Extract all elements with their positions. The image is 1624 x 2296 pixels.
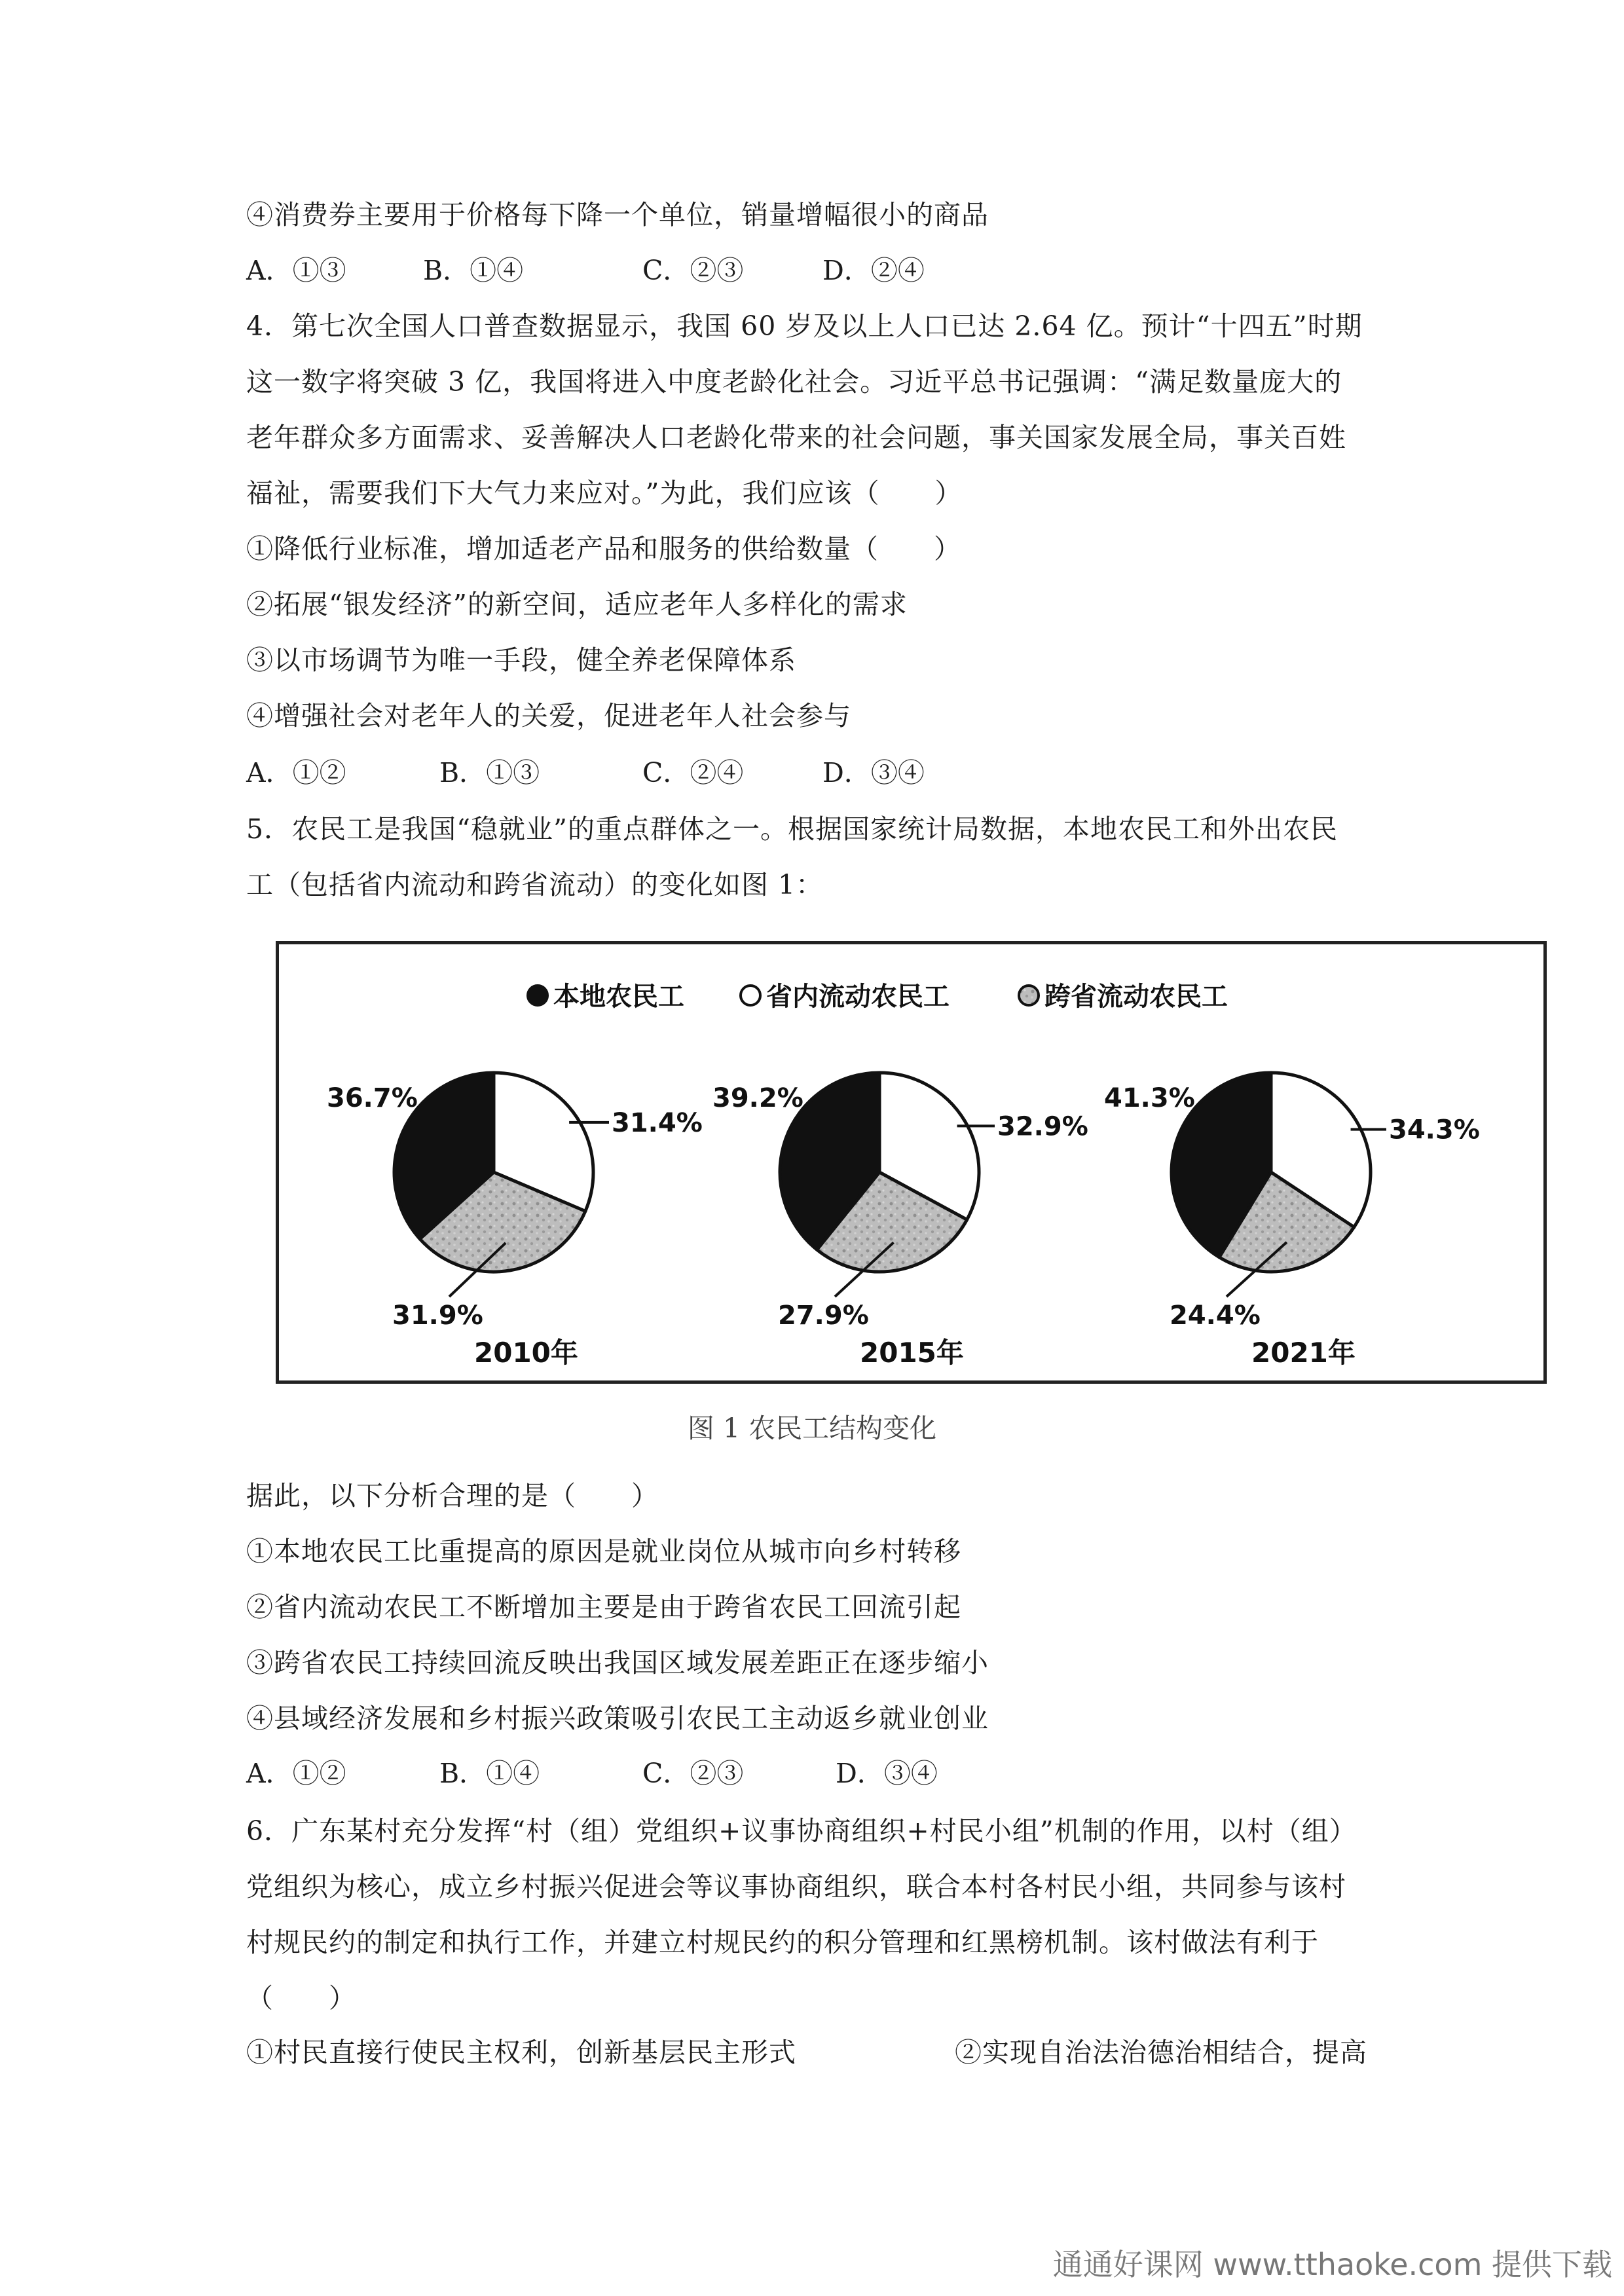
q4-choice-d: D．③④ xyxy=(822,757,925,788)
pie-year-2021年: 2021年 xyxy=(1251,1337,1356,1369)
figure-1-caption: 图 1 农民工结构变化 xyxy=(687,1413,937,1444)
q5-stem-line-1: 5．农民工是我国“稳就业”的重点群体之一。根据国家统计局数据，本地农民工和外出农民 xyxy=(246,813,1338,845)
q4-choice-b: B．①③ xyxy=(439,757,540,788)
q5-option-4: ④县域经济发展和乡村振兴政策吸引农民工主动返乡就业创业 xyxy=(246,1703,989,1734)
pie-label-2010年-2: 31.9% xyxy=(392,1301,483,1331)
pie-label-2015年-2: 27.9% xyxy=(778,1301,869,1331)
pie-year-2010年: 2010年 xyxy=(474,1337,578,1369)
pie-label-2015年-1: 32.9% xyxy=(997,1111,1088,1142)
q5-choice-a: A．①② xyxy=(246,1758,346,1789)
q6-stem-line-4: （ ） xyxy=(246,1982,356,2014)
q5-stem-line-2: 工（包括省内流动和跨省流动）的变化如图 1： xyxy=(246,869,824,900)
q4-stem-line-2: 这一数字将突破 3 亿，我国将进入中度老龄化社会。习近平总书记强调：“满足数量庞大的 xyxy=(246,366,1342,398)
q3-choice-a: A．①③ xyxy=(246,255,346,286)
pie-label-2021年-0: 41.3% xyxy=(1104,1083,1195,1113)
q3-choice-c: C．②③ xyxy=(642,255,744,286)
pie-label-2010年-1: 31.4% xyxy=(612,1107,703,1138)
q3-option-4: ④消费券主要用于价格每下降一个单位，销量增幅很小的商品 xyxy=(246,199,989,231)
q4-choice-c: C．②④ xyxy=(642,757,744,788)
q6-option-2: ②实现自治法治德治相结合，提高 xyxy=(955,2037,1367,2068)
q5-option-1: ①本地农民工比重提高的原因是就业岗位从城市向乡村转移 xyxy=(246,1536,961,1567)
download-watermark: 通通好课网 www.tthaoke.com 提供下载 xyxy=(1052,2247,1612,2282)
legend-marker-1 xyxy=(741,986,760,1005)
pie-label-2010年-0: 36.7% xyxy=(327,1083,418,1113)
q6-stem-line-1: 6．广东某村充分发挥“村（组）党组织+议事协商组织+村民小组”机制的作用，以村（组） xyxy=(246,1815,1357,1847)
q4-option-3: ③以市场调节为唯一手段，健全养老保障体系 xyxy=(246,644,796,676)
q4-stem-line-3: 老年群众多方面需求、妥善解决人口老龄化带来的社会问题，事关国家发展全局，事关百姓 xyxy=(246,422,1346,453)
q5-option-2: ②省内流动农民工不断增加主要是由于跨省农民工回流引起 xyxy=(246,1591,961,1623)
legend-marker-0 xyxy=(528,986,547,1005)
q4-option-4: ④增强社会对老年人的关爱，促进老年人社会参与 xyxy=(246,700,851,731)
figure-1-pie-charts xyxy=(276,941,1547,1384)
q5-choice-d: D．③④ xyxy=(836,1758,938,1789)
pie-2021年 xyxy=(1104,1073,1480,1369)
q3-choice-d: D．②④ xyxy=(822,255,925,286)
pie-2015年 xyxy=(712,1073,1088,1369)
pie-year-2015年: 2015年 xyxy=(860,1337,964,1369)
q4-option-1: ①降低行业标准，增加适老产品和服务的供给数量（ ） xyxy=(246,533,961,565)
pie-label-2021年-2: 24.4% xyxy=(1170,1301,1261,1331)
q4-stem-line-1: 4．第七次全国人口普查数据显示，我国 60 岁及以上人口已达 2.64 亿。预计“十四五”时期 xyxy=(246,310,1363,342)
q5-choice-c: C．②③ xyxy=(642,1758,744,1789)
q5-question: 据此，以下分析合理的是（ ） xyxy=(246,1480,659,1511)
pie-label-2015年-0: 39.2% xyxy=(712,1083,803,1113)
legend-label-1: 省内流动农民工 xyxy=(766,982,950,1012)
pie-2010年 xyxy=(327,1073,703,1369)
legend-label-0: 本地农民工 xyxy=(553,982,684,1012)
q3-choice-b: B．①④ xyxy=(423,255,524,286)
legend-label-2: 跨省流动农民工 xyxy=(1044,982,1228,1012)
q4-option-2: ②拓展“银发经济”的新空间，适应老年人多样化的需求 xyxy=(246,589,908,620)
legend-marker-2 xyxy=(1019,986,1039,1005)
q4-stem-line-4: 福祉，需要我们下大气力来应对。”为此，我们应该（ ） xyxy=(246,477,963,509)
q6-stem-line-2: 党组织为核心，成立乡村振兴促进会等议事协商组织，联合本村各村民小组，共同参与该村 xyxy=(246,1871,1346,1902)
q6-stem-line-3: 村规民约的制定和执行工作，并建立村规民约的积分管理和红黑榜机制。该村做法有利于 xyxy=(246,1927,1319,1958)
q4-choice-a: A．①② xyxy=(246,757,346,788)
q6-option-1: ①村民直接行使民主权利，创新基层民主形式 xyxy=(246,2037,796,2068)
q5-choice-b: B．①④ xyxy=(439,1758,540,1789)
chart-legend xyxy=(528,982,1228,1012)
pie-label-2021年-1: 34.3% xyxy=(1389,1115,1480,1145)
q5-option-3: ③跨省农民工持续回流反映出我国区域发展差距正在逐步缩小 xyxy=(246,1647,989,1678)
